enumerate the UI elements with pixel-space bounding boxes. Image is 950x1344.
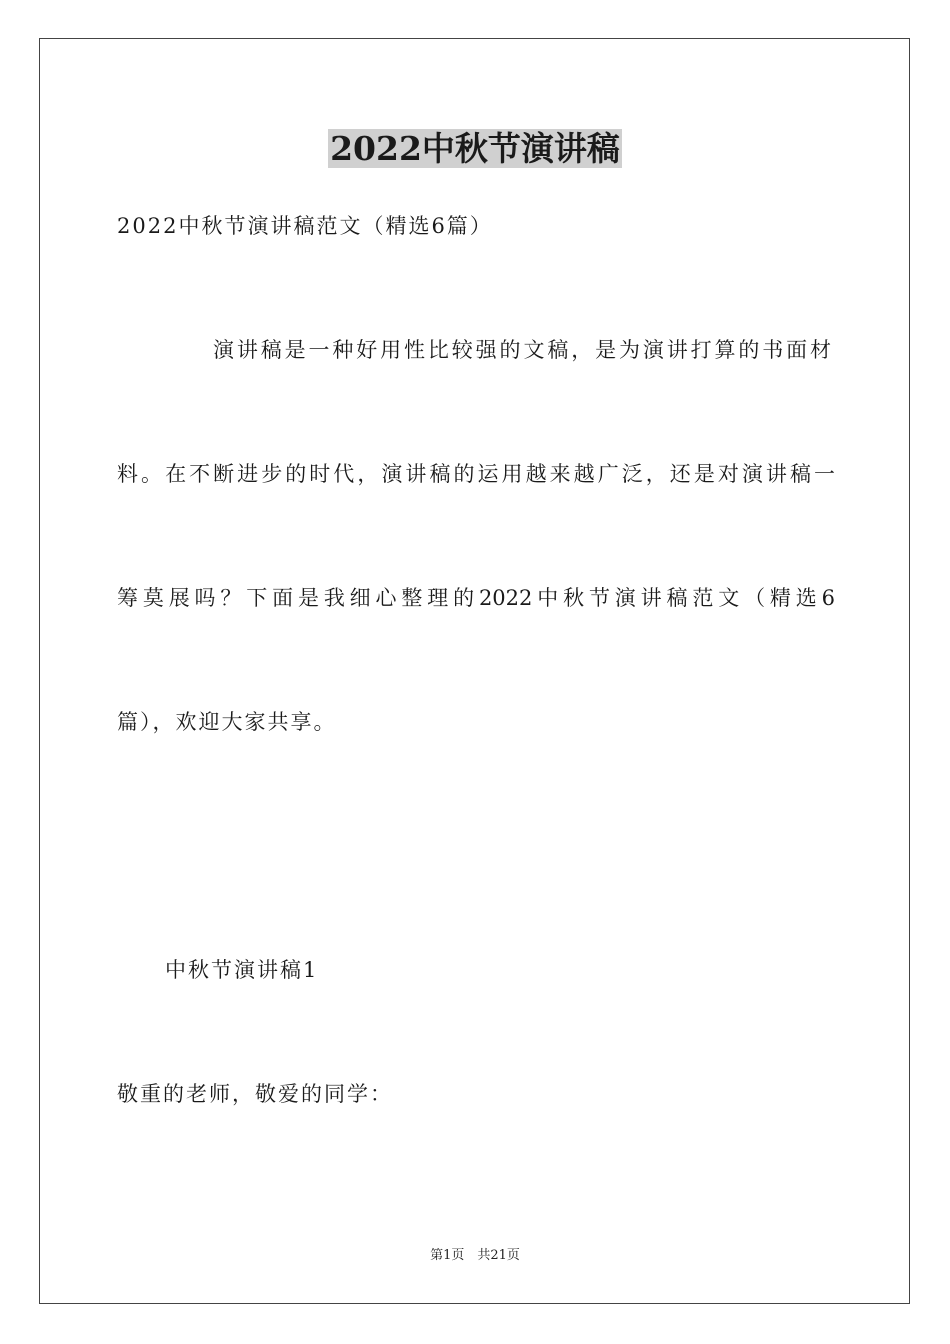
document-title-text: 2022中秋节演讲稿 (330, 129, 620, 168)
intro-line-1: 演讲稿是一种好用性比较强的文稿，是为演讲打算的书面材 (213, 338, 831, 362)
intro-line-2: 料。在不断进步的时代，演讲稿的运用越来越广泛，还是对演讲稿一 (117, 462, 835, 486)
intro-line-4: 篇），欢迎大家共享。 (117, 710, 337, 734)
greeting: 敬重的老师，敬爱的同学： (117, 1082, 393, 1106)
document-title (0, 127, 950, 171)
document-subtitle: 2022中秋节演讲稿范文（精选6篇） (117, 214, 493, 238)
intro-line-3: 筹莫展吗？下面是我细心整理的2022中秋节演讲稿范文（精选6 (117, 586, 835, 610)
section-heading: 中秋节演讲稿1 (165, 958, 319, 982)
page-number: 第1页 共21页 (430, 1248, 520, 1263)
